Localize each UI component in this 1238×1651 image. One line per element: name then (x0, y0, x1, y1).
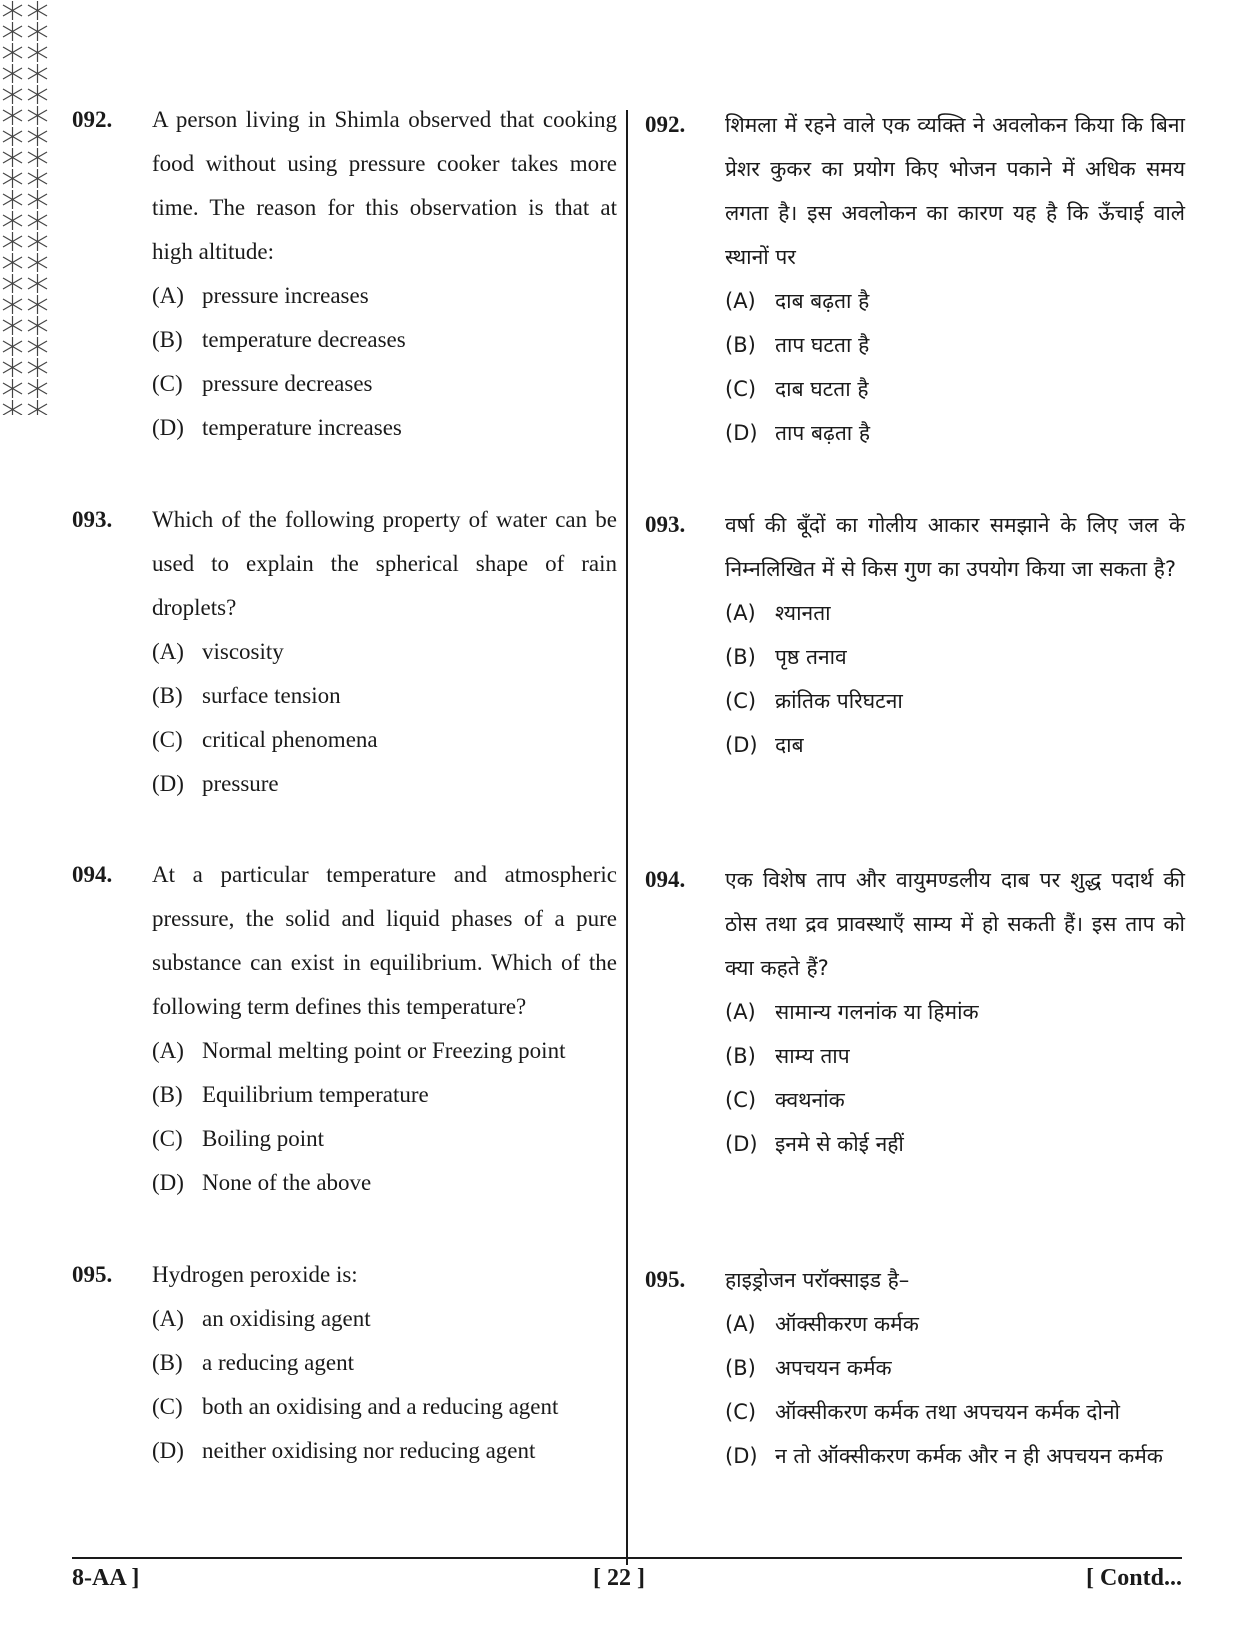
question-number: 094. (645, 867, 686, 892)
option-label: (D) (152, 1438, 184, 1463)
question-number: 095. (645, 1267, 686, 1292)
option-b (152, 1341, 617, 1385)
option-a (725, 990, 1185, 1034)
option-c (725, 1078, 1185, 1122)
option-label: (C) (152, 371, 183, 396)
question-095-hi (645, 1258, 1185, 1478)
question-094-hi (645, 858, 1185, 1166)
option-text: an oxidising agent (202, 1306, 371, 1331)
option-c (152, 1385, 617, 1429)
question-text: At a particular temperature and atmospheric pressure, the solid and liquid phases of a pure substance can exist in equilibrium. Which of the following term defines this temperature? (152, 862, 617, 1019)
option-label: (D) (152, 771, 184, 796)
question-093-hi (645, 503, 1185, 767)
option-b (152, 1073, 617, 1117)
option-text: न तो ऑक्सीकरण कर्मक और न ही अपचयन कर्मक (775, 1444, 1163, 1468)
option-c (152, 362, 617, 406)
option-c (725, 367, 1185, 411)
option-label: (A) (152, 283, 184, 308)
page-number: [ 22 ] (593, 1565, 645, 1591)
option-label: (B) (725, 333, 756, 357)
option-label: (D) (152, 415, 184, 440)
option-a (152, 274, 617, 318)
option-label: (B) (152, 1350, 183, 1375)
option-text: अपचयन कर्मक (775, 1356, 892, 1380)
option-text: क्रांतिक परिघटना (775, 689, 903, 713)
option-label: (A) (725, 1312, 756, 1336)
option-label: (C) (725, 689, 757, 713)
option-b (152, 318, 617, 362)
option-label: (B) (725, 1044, 756, 1068)
option-text: क्वथनांक (775, 1088, 845, 1112)
option-text: both an oxidising and a reducing agent (202, 1394, 559, 1419)
option-text: temperature increases (202, 415, 402, 440)
option-text: temperature decreases (202, 327, 406, 352)
option-label: (D) (725, 1444, 758, 1468)
continued-label: [ Contd... (1085, 1565, 1182, 1591)
option-text: इनमे से कोई नहीं (775, 1132, 904, 1156)
option-text: surface tension (202, 683, 341, 708)
option-text: दाब बढ़ता है (775, 289, 870, 313)
option-text: साम्य ताप (775, 1044, 850, 1068)
option-label: (B) (152, 327, 183, 352)
question-095-en (72, 1253, 617, 1473)
option-d (725, 723, 1185, 767)
question-text: हाइड्रोजन परॉक्साइड है– (725, 1268, 910, 1292)
option-b (725, 635, 1185, 679)
booklet-code: 8-AA ] (72, 1565, 140, 1591)
option-label: (C) (725, 1400, 757, 1424)
option-a (152, 1297, 617, 1341)
option-label: (C) (725, 377, 757, 401)
option-c (152, 718, 617, 762)
option-text: पृष्ठ तनाव (775, 645, 847, 669)
option-text: सामान्य गलनांक या हिमांक (775, 1000, 979, 1024)
option-text: ताप बढ़ता है (775, 421, 871, 445)
question-number: 092. (645, 112, 686, 137)
option-label: (C) (152, 1394, 183, 1419)
question-text: शिमला में रहने वाले एक व्यक्ति ने अवलोकन किया कि बिना प्रेशर कुकर का प्रयोग किए भोजन पकाने में अधिक समय लगता है। इस अवलोकन का कारण यह है कि ऊँचाई वाले स्थानों पर (725, 113, 1185, 269)
option-label: (D) (152, 1170, 184, 1195)
option-c (725, 679, 1185, 723)
option-text: neither oxidising nor reducing agent (202, 1438, 536, 1463)
question-093-en (72, 498, 617, 806)
option-text: ताप घटता है (775, 333, 870, 357)
option-d (152, 406, 617, 450)
option-text: pressure decreases (202, 371, 373, 396)
footer-rule (72, 1557, 1182, 1559)
option-label: (A) (152, 1306, 184, 1331)
option-text: ऑक्सीकरण कर्मक (775, 1312, 919, 1336)
option-label: (A) (725, 601, 756, 625)
option-text: Boiling point (202, 1126, 325, 1151)
question-092-hi (645, 103, 1185, 455)
question-number: 095. (72, 1262, 113, 1287)
option-d (152, 762, 617, 806)
option-text: दाब घटता है (775, 377, 869, 401)
option-label: (C) (152, 727, 183, 752)
option-text: critical phenomena (202, 727, 378, 752)
option-label: (B) (152, 1082, 183, 1107)
option-text: ऑक्सीकरण कर्मक तथा अपचयन कर्मक दोनो (775, 1400, 1120, 1424)
option-d (725, 1434, 1185, 1478)
option-text: Equilibrium temperature (202, 1082, 429, 1107)
option-text: pressure increases (202, 283, 369, 308)
option-text: a reducing agent (202, 1350, 354, 1375)
option-text: Normal melting point or Freezing point (202, 1038, 566, 1063)
option-label: (B) (725, 645, 756, 669)
question-number: 092. (72, 107, 113, 132)
option-a (152, 1029, 617, 1073)
option-text: None of the above (202, 1170, 372, 1195)
option-label: (C) (152, 1126, 183, 1151)
option-label: (B) (152, 683, 183, 708)
option-d (725, 411, 1185, 455)
option-label: (C) (725, 1088, 757, 1112)
option-label: (D) (725, 733, 758, 757)
question-number: 093. (645, 512, 686, 537)
option-text: pressure (202, 771, 279, 796)
option-d (725, 1122, 1185, 1166)
question-text: एक विशेष ताप और वायुमण्डलीय दाब पर शुद्ध पदार्थ की ठोस तथा द्रव प्रावस्थाएँ साम्य में हो सकती हैं। इस ताप को क्या कहते हैं? (725, 868, 1185, 980)
option-d (152, 1161, 617, 1205)
option-label: (D) (725, 421, 758, 445)
column-divider (626, 110, 628, 1565)
question-number: 093. (72, 507, 113, 532)
option-b (725, 1346, 1185, 1390)
option-d (152, 1429, 617, 1473)
option-label: (A) (152, 1038, 184, 1063)
option-label: (A) (152, 639, 184, 664)
option-a (725, 1302, 1185, 1346)
option-text: viscosity (202, 639, 284, 664)
question-094-en (72, 853, 617, 1205)
question-text: वर्षा की बूँदों का गोलीय आकार समझाने के लिए जल के निम्नलिखित में से किस गुण का उपयोग किया जा सकता है? (725, 513, 1185, 581)
option-text: श्यानता (775, 601, 831, 625)
option-b (152, 674, 617, 718)
option-b (725, 323, 1185, 367)
option-a (152, 630, 617, 674)
question-number: 094. (72, 862, 113, 887)
option-a (725, 591, 1185, 635)
question-text: Hydrogen peroxide is: (152, 1262, 358, 1287)
option-text: दाब (775, 733, 804, 757)
option-c (725, 1390, 1185, 1434)
option-b (725, 1034, 1185, 1078)
decorative-border-pattern (0, 0, 50, 415)
option-label: (D) (725, 1132, 758, 1156)
option-label: (A) (725, 1000, 756, 1024)
option-label: (B) (725, 1356, 756, 1380)
question-text: A person living in Shimla observed that cooking food without using pressure cooker takes more time. The reason for this observation is that at high altitude: (152, 107, 617, 264)
option-label: (A) (725, 289, 756, 313)
option-a (725, 279, 1185, 323)
option-c (152, 1117, 617, 1161)
question-text: Which of the following property of water can be used to explain the spherical shape of rain droplets? (152, 507, 617, 620)
question-092-en (72, 98, 617, 450)
